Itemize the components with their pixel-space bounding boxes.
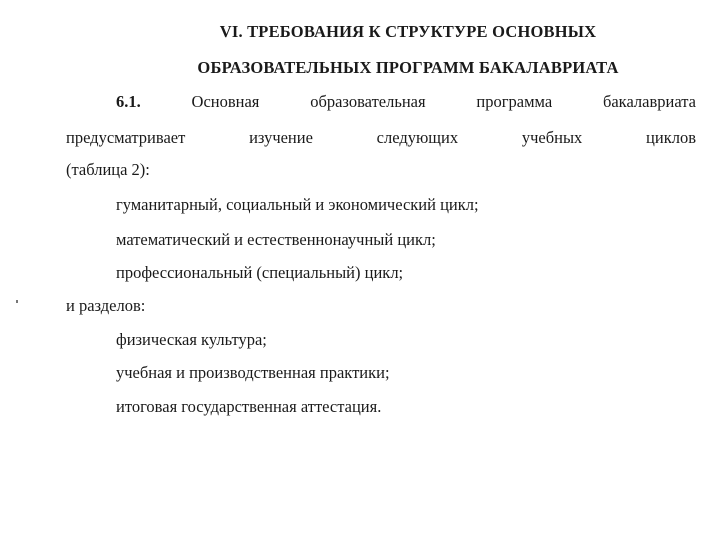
- sections-intro: и разделов:: [66, 296, 146, 315]
- paragraph-word: учебных: [521, 128, 583, 147]
- paragraph-word: изучение: [249, 128, 313, 147]
- paragraph-word: следующих: [376, 128, 459, 147]
- paragraph-word: предусматривает: [66, 128, 186, 147]
- paragraph-word: образовательная: [310, 92, 426, 111]
- scan-speck: [16, 300, 18, 303]
- paragraph-word: бакалавриата: [602, 92, 696, 111]
- paragraph-line-3: (таблица 2):: [66, 160, 150, 179]
- paragraph-line-1: [116, 92, 696, 112]
- paragraph-word: циклов: [646, 128, 696, 147]
- paragraph-line-2: [66, 128, 696, 148]
- section-item: итоговая государственная аттестация.: [116, 397, 382, 416]
- section-item: учебная и производственная практики;: [116, 363, 390, 382]
- cycle-item: профессиональный (специальный) цикл;: [116, 263, 404, 282]
- paragraph-word: Основная: [191, 92, 260, 111]
- cycle-item: гуманитарный, социальный и экономический цикл;: [116, 195, 479, 214]
- paragraph-word: программа: [476, 92, 553, 111]
- title-line-1: VI. ТРЕБОВАНИЯ К СТРУКТУРЕ ОСНОВНЫХ: [219, 22, 597, 41]
- cycle-item: математический и естественнонаучный цикл;: [116, 230, 436, 249]
- paragraph-number: 6.1.: [116, 92, 141, 111]
- title-line-2: ОБРАЗОВАТЕЛЬНЫХ ПРОГРАММ БАКАЛАВРИАТА: [197, 58, 619, 77]
- section-item: физическая культура;: [116, 330, 267, 349]
